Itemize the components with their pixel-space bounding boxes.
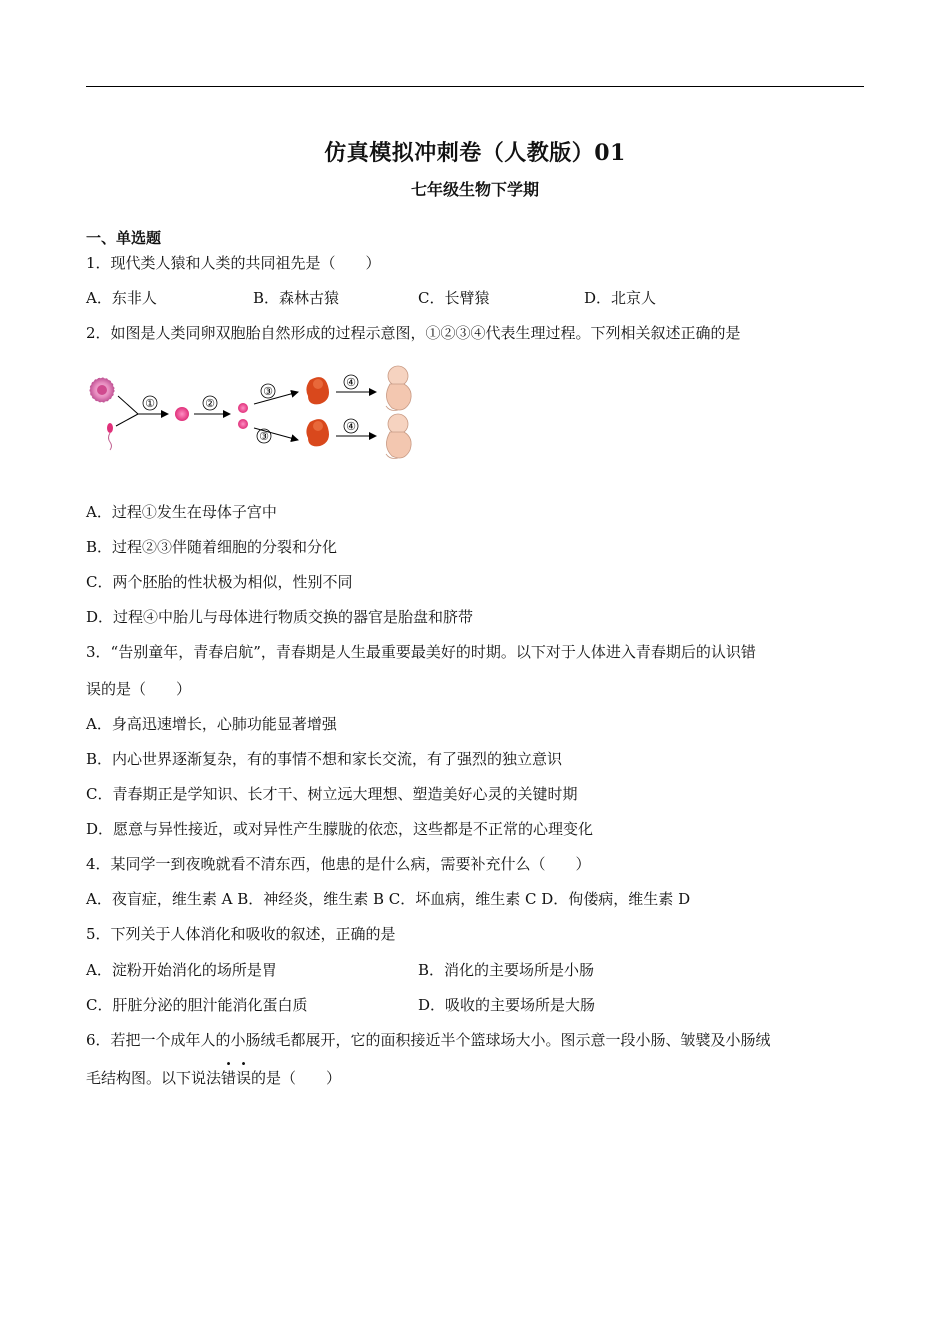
process-label-3-bottom: ③ bbox=[259, 430, 269, 443]
q2-option-d: D．过程④中胎儿与母体进行物质交换的器官是胎盘和脐带 bbox=[86, 608, 474, 626]
process-label-4-bottom: ④ bbox=[346, 420, 356, 433]
q5-option-a: A．淀粉开始消化的场所是胃 bbox=[86, 961, 277, 979]
question-2-stem: 2．如图是人类同卵双胞胎自然形成的过程示意图，①②③④代表生理过程。下列相关叙述正确的是 bbox=[86, 324, 741, 342]
fetus-icon bbox=[386, 366, 411, 411]
process-label-2: ② bbox=[205, 397, 215, 410]
q6-text-part: 的是（ ） bbox=[251, 1069, 342, 1087]
q2-option-a: A．过程①发生在母体子宫中 bbox=[86, 503, 277, 521]
zygote-icon bbox=[175, 407, 189, 421]
two-cell-stage-icon bbox=[238, 403, 248, 429]
question-5-stem: 5．下列关于人体消化和吸收的叙述，正确的是 bbox=[86, 925, 396, 943]
process-label-1: ① bbox=[145, 397, 155, 410]
q6-text-part: 毛结构图。以下说法 bbox=[86, 1069, 222, 1087]
q1-option-a: A．东非人 bbox=[86, 289, 157, 307]
q3-option-d: D．愿意与异性接近，或对异性产生朦胧的依恋，这些都是不正常的心理变化 bbox=[86, 820, 594, 838]
section-heading: 一、单选题 bbox=[86, 229, 162, 247]
q1-option-c: C．长臂猿 bbox=[418, 289, 490, 307]
emphasized-char: 错 bbox=[221, 1069, 237, 1087]
egg-cell-icon bbox=[90, 378, 114, 402]
q1-option-b: B．森林古猿 bbox=[253, 289, 340, 307]
q2-option-c: C．两个胚胎的性状极为相似，性别不同 bbox=[86, 573, 353, 591]
fetus-icon bbox=[386, 414, 411, 459]
q5-option-b: B．消化的主要场所是小肠 bbox=[418, 961, 595, 979]
q3-option-c: C．青春期正是学知识、长才干、树立远大理想、塑造美好心灵的关键时期 bbox=[86, 785, 578, 803]
question-3-stem-line1: 3．“告别童年，青春启航”，青春期是人生最重要最美好的时期。以下对于人体进入青春期后的认识错 bbox=[86, 643, 756, 661]
question-6-stem-line2 bbox=[86, 1068, 341, 1088]
emphasized-char: 误 bbox=[236, 1069, 252, 1087]
embryo-icon bbox=[306, 419, 329, 446]
header-rule bbox=[86, 86, 864, 87]
sperm-cell-icon bbox=[107, 423, 113, 450]
q3-option-b: B．内心世界逐渐复杂，有的事情不想和家长交流，有了强烈的独立意识 bbox=[86, 750, 563, 768]
q5-option-d: D．吸收的主要场所是大肠 bbox=[418, 996, 596, 1014]
q4-options: A．夜盲症，维生素 A B．神经炎，维生素 B C．坏血病，维生素 C D．佝偻病，维生素 D bbox=[86, 890, 691, 908]
question-1-stem: 1．现代类人猿和人类的共同祖先是（ ） bbox=[86, 254, 381, 272]
embryo-icon bbox=[306, 377, 329, 404]
question-4-stem: 4．某同学一到夜晚就看不清东西，他患的是什么病，需要补充什么（ ） bbox=[86, 855, 591, 873]
q5-option-c: C．肝脏分泌的胆汁能消化蛋白质 bbox=[86, 996, 308, 1014]
page-subtitle: 七年级生物下学期 bbox=[410, 180, 539, 199]
q3-option-a: A．身高迅速增长，心肺功能显著增强 bbox=[86, 715, 337, 733]
q1-option-d: D．北京人 bbox=[584, 289, 657, 307]
question-3-stem-line2: 误的是（ ） bbox=[86, 680, 192, 698]
page-title: 仿真模拟冲刺卷（人教版）01 bbox=[324, 140, 626, 166]
question-6-stem-line1: 6．若把一个成年人的小肠绒毛都展开，它的面积接近半个篮球场大小。图示意一段小肠、皱襞及小肠绒 bbox=[86, 1031, 771, 1049]
q2-option-b: B．过程②③伴随着细胞的分裂和分化 bbox=[86, 538, 338, 556]
process-label-3-top: ③ bbox=[263, 385, 273, 398]
twin-development-diagram bbox=[86, 362, 426, 474]
process-label-4-top: ④ bbox=[346, 376, 356, 389]
